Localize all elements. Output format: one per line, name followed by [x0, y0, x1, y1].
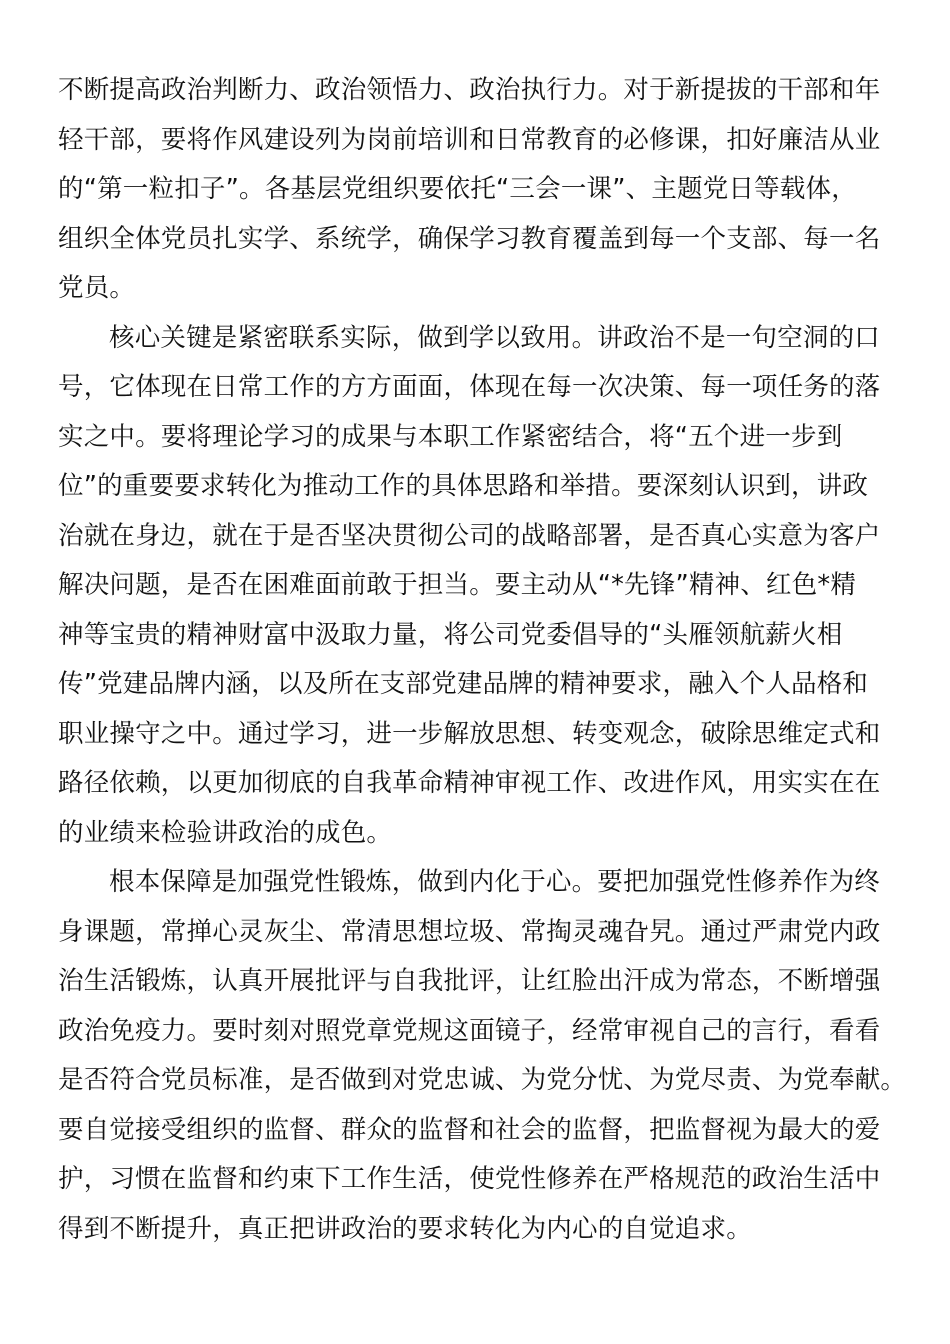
paragraph-line: 号，它体现在日常工作的方方面面，体现在每一次决策、每一项任务的落 — [58, 372, 881, 402]
paragraph-line: 要自觉接受组织的监督、群众的监督和社会的监督，把监督视为最大的爱 — [58, 1114, 881, 1145]
paragraph-line: 治生活锻炼，认真开展批评与自我批评，让红脸出汗成为常态，不断增强 — [58, 966, 881, 996]
paragraph-line: 神等宝贵的精神财富中汲取力量，将公司党委倡导的“头雁领航薪火相 — [58, 619, 843, 650]
paragraph-line: 职业操守之中。通过学习，进一步解放思想、转变观念，破除思维定式和 — [58, 718, 881, 749]
paragraph-line: 轻干部，要将作风建设列为岗前培训和日常教育的必修课，扣好廉洁从业 — [58, 124, 881, 155]
paragraph-line: 的业绩来检验讲政治的成色。 — [58, 817, 393, 848]
paragraph-line: 护，习惯在监督和约束下工作生活，使党性修养在严格规范的政治生活中 — [58, 1164, 881, 1194]
paragraph-line: 实之中。要将理论学习的成果与本职工作紧密结合，将“五个进一步到 — [58, 421, 843, 452]
paragraph-3 — [58, 858, 907, 1254]
paragraph-line: 核心关键是紧密联系实际，做到学以致用。讲政治不是一句空洞的口 — [109, 322, 881, 353]
paragraph-2 — [58, 314, 892, 859]
paragraph-line: 位”的重要要求转化为推动工作的具体思路和举措。要深刻认识到，讲政 — [58, 471, 869, 501]
paragraph-line: 得到不断提升，真正把讲政治的要求转化为内心的自觉追求。 — [58, 1213, 752, 1244]
paragraph-1 — [58, 66, 892, 314]
paragraph-line: 治就在身边，就在于是否坚决贯彻公司的战略部署，是否真心实意为客户 — [58, 520, 881, 551]
paragraph-line: 的“第一粒扣子”。各基层党组织要依托“三会一课”、主题党日等载体， — [58, 174, 857, 204]
paragraph-line: 政治免疫力。要时刻对照党章党规这面镜子，经常审视自己的言行，看看 — [58, 1015, 881, 1046]
paragraph-line: 根本保障是加强党性锻炼，做到内化于心。要把加强党性修养作为终 — [109, 867, 881, 897]
paragraph-line: 身课题，常掸心灵灰尘、常清思想垃圾、常掏灵魂旮旯。通过严肃党内政 — [58, 916, 881, 947]
paragraph-line: 是否符合党员标准，是否做到对党忠诚、为党分忧、为党尽责、为党奉献。 — [58, 1065, 907, 1095]
paragraph-line: 解决问题，是否在困难面前敢于担当。要主动从“*先锋”精神、红色*精 — [58, 570, 857, 600]
paragraph-line: 路径依赖，以更加彻底的自我革命精神审视工作、改进作风，用实实在在 — [58, 768, 881, 798]
document-body — [58, 66, 907, 1254]
paragraph-line: 党员。 — [58, 273, 136, 303]
paragraph-line: 不断提高政治判断力、政治领悟力、政治执行力。对于新提拔的干部和年 — [58, 75, 881, 105]
paragraph-line: 组织全体党员扎实学、系统学，确保学习教育覆盖到每一个支部、每一名 — [58, 223, 881, 254]
paragraph-line: 传”党建品牌内涵，以及所在支部党建品牌的精神要求，融入个人品格和 — [58, 669, 869, 699]
